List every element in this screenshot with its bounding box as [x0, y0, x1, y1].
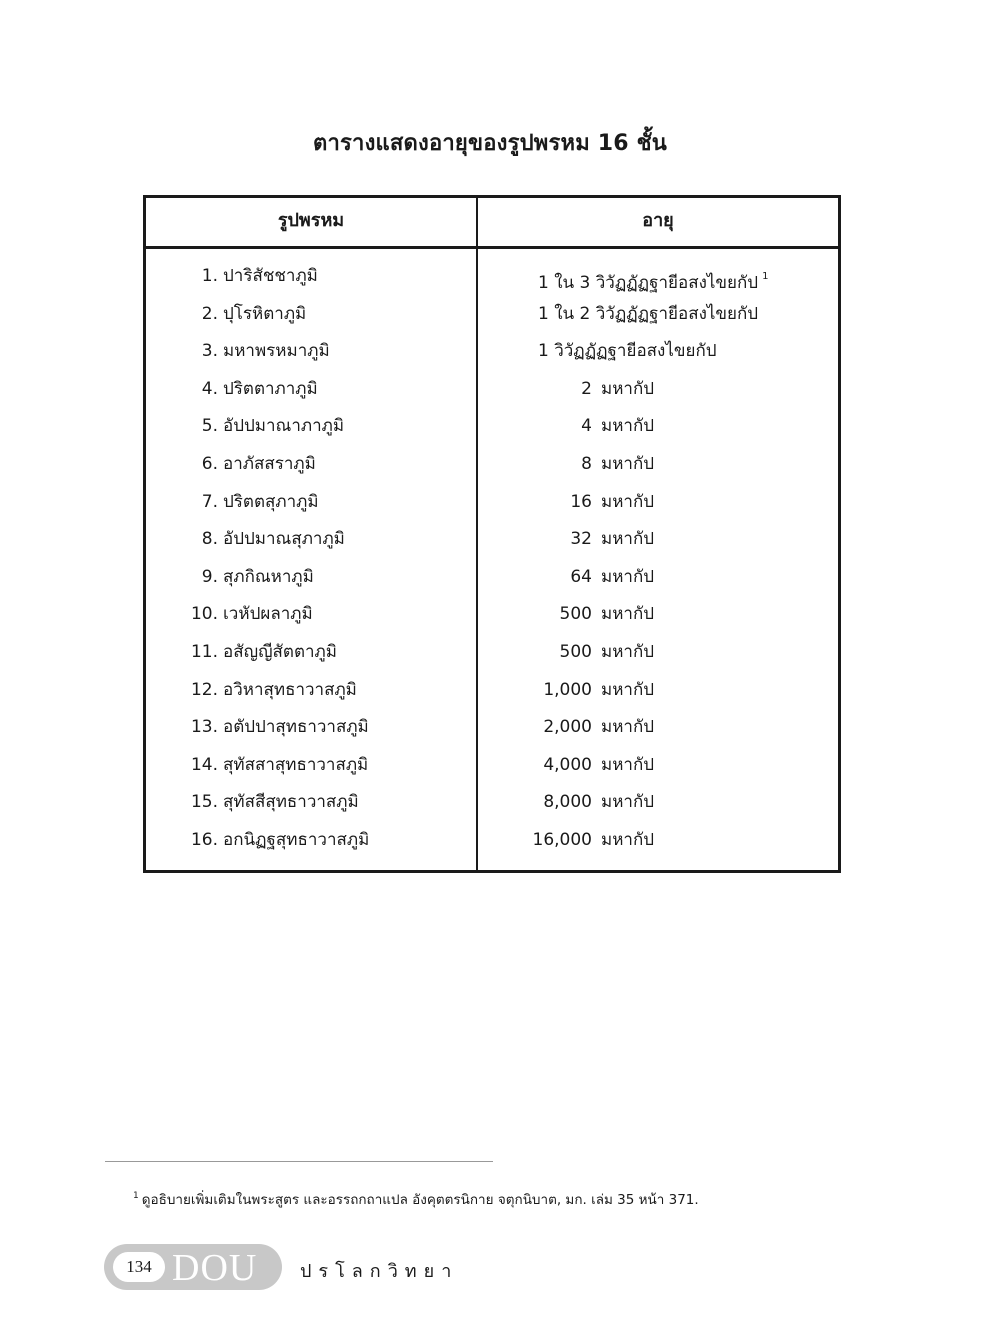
age-text [538, 296, 758, 334]
table-row [146, 408, 838, 446]
table-row [146, 709, 838, 747]
row-number: 9. [201, 566, 218, 587]
row-number: 3. [201, 341, 218, 362]
row-number: 5. [201, 416, 218, 437]
row-number: 14. [190, 754, 218, 775]
age-unit: มหากัป [601, 754, 655, 775]
age-text-value: 1 ใน 3 วิวัฏฏัฏฐายีอสงไขยกัป [538, 273, 759, 293]
footer-tab [104, 1244, 282, 1290]
age-value: 500 [559, 604, 592, 625]
age-value: 8,000 [543, 792, 592, 813]
footnote-text: ดูอธิบายเพิ่มเติมในพระสูตร และอรรถกถาแปล อังคุตตรนิกาย จตุกนิบาต, มก. เล่ม 35 หน้า 371. [141, 1192, 699, 1208]
age-value: 500 [559, 641, 592, 662]
table-row [146, 258, 838, 296]
age-value: 16 [570, 491, 592, 512]
table-row [146, 822, 838, 860]
table-header [146, 198, 838, 249]
table-title: ตารางแสดงอายุของรูปพรหม 16 ชั้น [312, 131, 668, 156]
realm-name: ปุโรหิตาภูมิ [223, 303, 307, 324]
age-unit: มหากัป [601, 829, 655, 850]
table-row [146, 446, 838, 484]
footnote-marker: 1 [133, 1191, 139, 1201]
table-row [146, 559, 838, 597]
age-unit: มหากัป [601, 378, 655, 399]
footnote-rule [105, 1161, 493, 1162]
age-table [143, 195, 841, 873]
table-row [146, 521, 838, 559]
age-unit: มหากัป [601, 453, 655, 474]
realm-name: ปริตตาภาภูมิ [223, 378, 318, 399]
age-unit: มหากัป [601, 604, 655, 625]
age-unit: มหากัป [601, 717, 655, 738]
table-row [146, 596, 838, 634]
table-row [146, 634, 838, 672]
row-number: 11. [190, 641, 218, 662]
header-age: อายุ [642, 210, 674, 231]
realm-name: สุภกิณหาภูมิ [223, 566, 314, 587]
age-value: 4,000 [543, 754, 592, 775]
row-number: 8. [201, 529, 218, 550]
row-number: 15. [190, 792, 218, 813]
age-text-value: 1 ใน 2 วิวัฏฏัฏฐายีอสงไขยกัป [538, 303, 759, 324]
table-row [146, 484, 838, 522]
realm-name: อตัปปาสุทธาวาสภูมิ [223, 717, 369, 738]
table-row [146, 747, 838, 785]
row-number: 6. [201, 453, 218, 474]
age-unit: มหากัป [601, 529, 655, 550]
table-row [146, 672, 838, 710]
age-value: 4 [581, 416, 592, 437]
row-number: 7. [201, 491, 218, 512]
realm-name: เวหัปผลาภูมิ [223, 604, 313, 625]
age-value: 2 [581, 378, 592, 399]
age-unit: มหากัป [601, 416, 655, 437]
row-number: 13. [190, 717, 218, 738]
row-number: 4. [201, 378, 218, 399]
realm-name: อัปปมาณสุภาภูมิ [223, 529, 345, 550]
dou-logo: DOU [172, 1247, 258, 1289]
table-row [146, 333, 838, 371]
age-value: 64 [570, 566, 592, 587]
realm-name: ปริตตสุภาภูมิ [223, 491, 319, 512]
age-unit: มหากัป [601, 491, 655, 512]
row-number: 10. [190, 604, 218, 625]
table-body [146, 258, 838, 860]
realm-name: มหาพรหมาภูมิ [223, 341, 330, 362]
realm-name: สุทัสสีสุทธาวาสภูมิ [223, 792, 359, 813]
age-value: 32 [570, 529, 592, 550]
table-row [146, 784, 838, 822]
age-value: 8 [581, 453, 592, 474]
age-value: 16,000 [532, 829, 592, 850]
row-number: 2. [201, 303, 218, 324]
age-text-value: 1 วิวัฏฏัฏฐายีอสงไขยกัป [538, 341, 717, 362]
age-unit: มหากัป [601, 679, 655, 700]
page-number: 134 [113, 1252, 165, 1282]
row-number: 16. [190, 829, 218, 850]
book-title: ปรโลกวิทยา [300, 1261, 459, 1282]
age-value: 2,000 [543, 717, 592, 738]
row-number: 12. [190, 679, 218, 700]
table-row [146, 296, 838, 334]
row-number: 1. [201, 266, 218, 286]
realm-name: อกนิฏฐสุทธาวาสภูมิ [223, 829, 370, 850]
realm-name: อสัญญีสัตตาภูมิ [223, 641, 337, 662]
header-realm: รูปพรหม [277, 210, 345, 231]
age-text [538, 333, 717, 371]
footnote [133, 1188, 699, 1210]
realm-name: ปาริสัชชาภูมิ [223, 266, 318, 286]
age-unit: มหากัป [601, 566, 655, 587]
age-value: 1,000 [543, 679, 592, 700]
age-unit: มหากัป [601, 792, 655, 813]
realm-name: สุทัสสาสุทธาวาสภูมิ [223, 754, 369, 775]
age-unit: มหากัป [601, 641, 655, 662]
footnote-ref: 1 [762, 271, 769, 282]
realm-name: อาภัสสราภูมิ [223, 453, 316, 474]
realm-name: อวิหาสุทธาวาสภูมิ [223, 679, 357, 700]
table-row [146, 371, 838, 409]
realm-name: อัปปมาณาภาภูมิ [223, 416, 345, 437]
